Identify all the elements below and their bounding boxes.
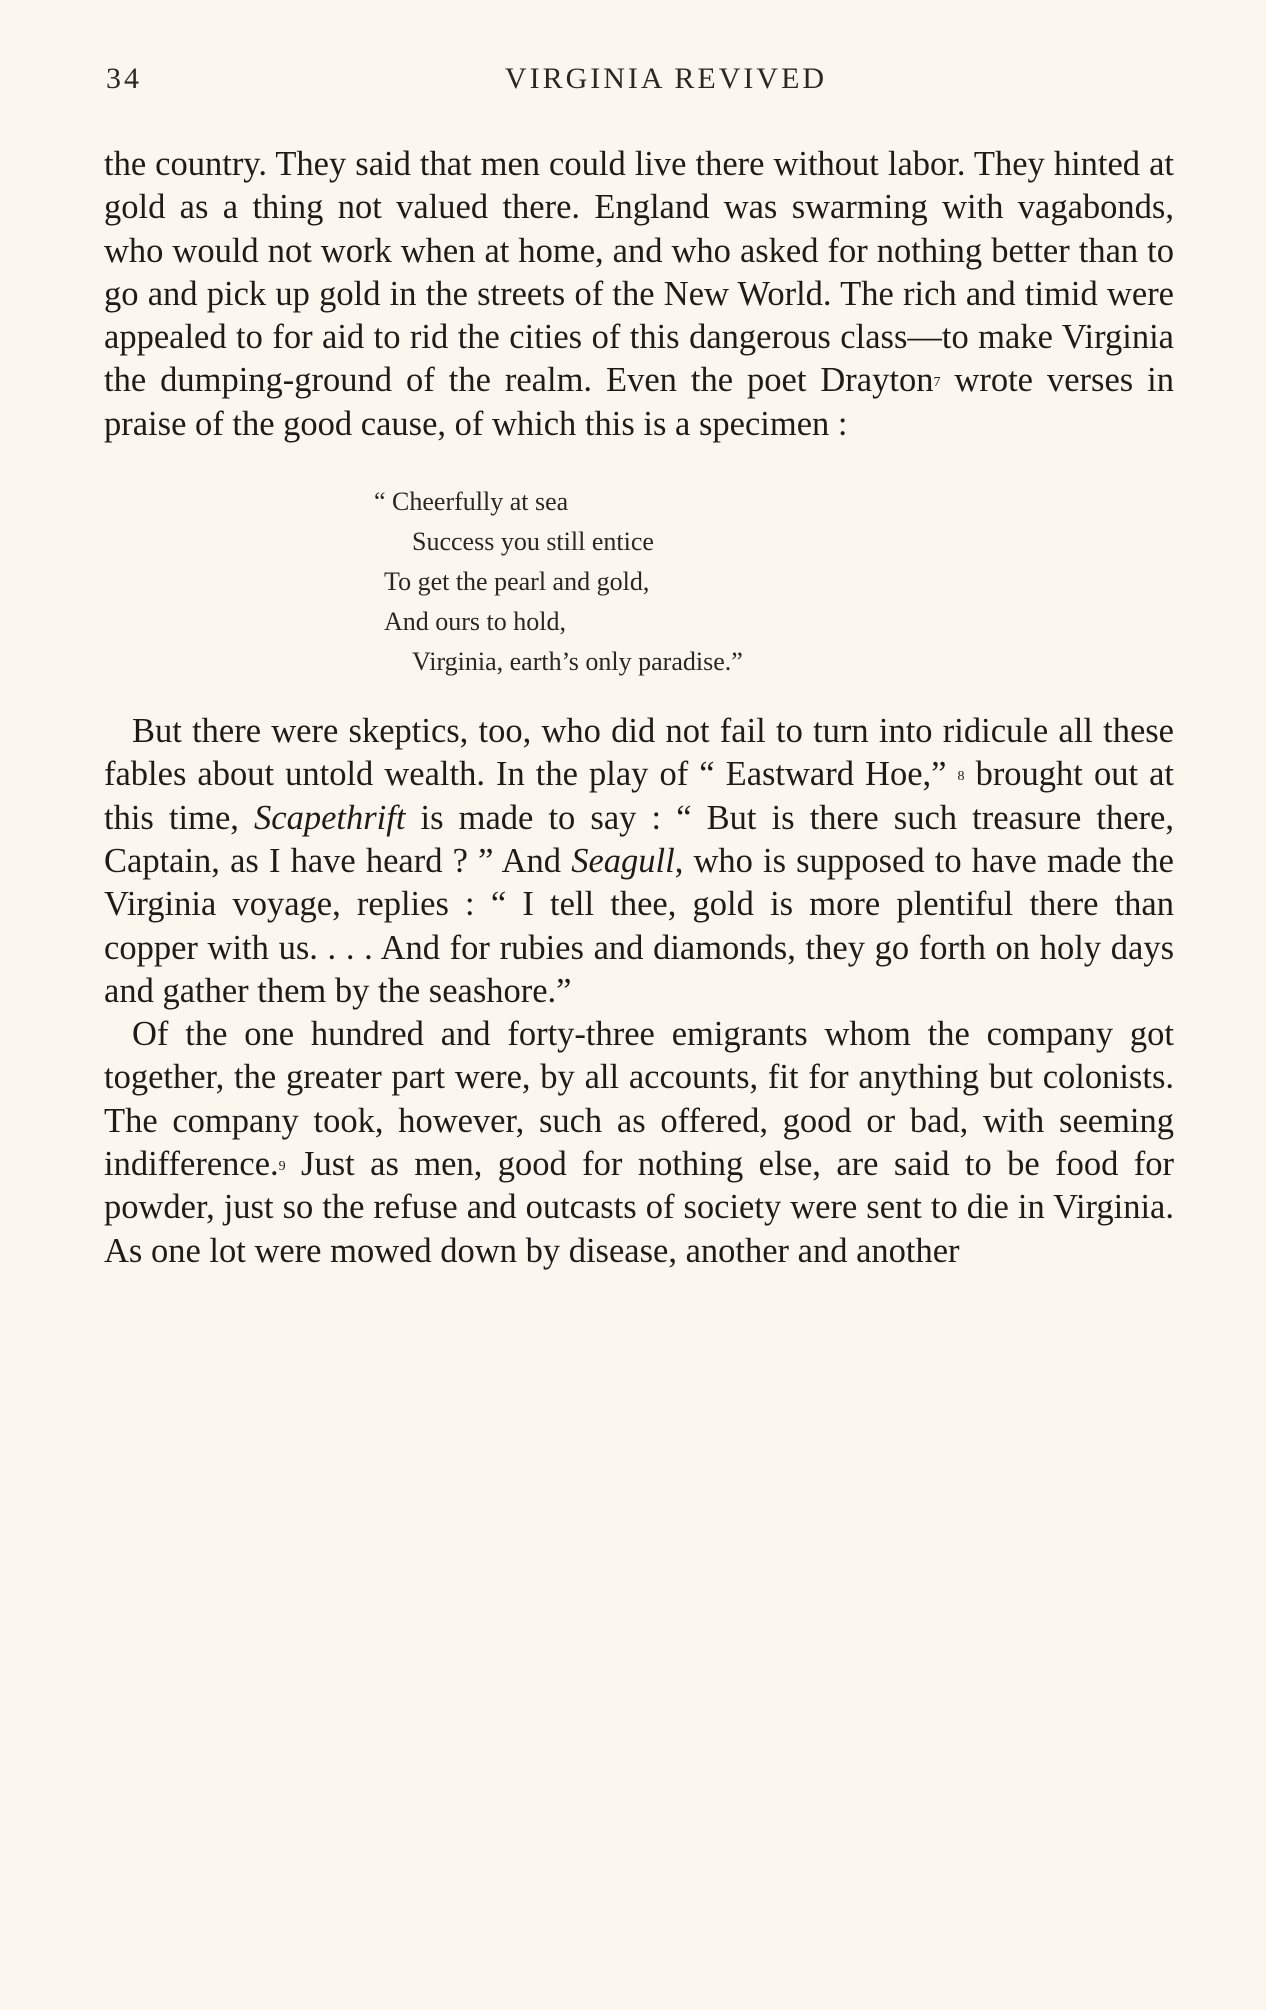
- verse-line: “ Cheerfully at sea: [374, 487, 569, 517]
- paragraph-2-text: brought out at this time,: [104, 755, 1174, 837]
- verse-line: And ours to hold,: [384, 607, 566, 637]
- paragraph-2: [104, 710, 1174, 1013]
- running-title: VIRGINIA REVIVED: [504, 62, 828, 95]
- paragraph-2-text: But there were skeptics, too, who did not fail to turn into ridicule all these fables about untold wealth. In the play of “ Eastward Hoe,”: [104, 712, 1174, 794]
- page-body: [104, 143, 1174, 1273]
- verse-line: Success you still entice: [412, 527, 654, 557]
- footnote-ref-8: 8: [957, 769, 965, 785]
- paragraph-3-text: Of the one hundred and forty-three emigrants whom the company got together, the greater part were, by all accounts, fit for anything but colonists. The company took, however, such as offered, good or bad, with seeming indifference.: [104, 1015, 1174, 1184]
- paragraph-1: [104, 143, 1174, 446]
- page-header: [106, 62, 1166, 102]
- character-name: Scapethrift: [254, 798, 406, 837]
- footnote-ref-9: 9: [278, 1159, 286, 1175]
- page-number: 34: [106, 62, 142, 95]
- verse-line: Virginia, earth’s only paradise.”: [412, 647, 743, 677]
- paragraph-3: [104, 1013, 1174, 1273]
- paragraph-2-text: , who is supposed to have made the Virginia voyage, replies : “ I tell thee, gold is more plentiful there than copper with us. . . . And for rubies and diamonds, they go forth on holy days and gather them by the seashore.”: [104, 841, 1174, 1010]
- verse-line: To get the pearl and gold,: [384, 567, 650, 597]
- verse-quotation: [374, 482, 1174, 682]
- paragraph-1-text: the country. They said that men could live there without labor. They hinted at gold as a thing not valued there. England was swarming with vagabonds, who would not work when at home, and who asked for nothing better than to go and pick up gold in the streets of the New World. The rich and timid were appealed to for aid to rid the cities of this dangerous class—to make Virginia the dumping-ground of the realm. Even the poet Drayton: [104, 145, 1174, 400]
- character-name: Seagull: [571, 841, 675, 880]
- footnote-ref-7: 7: [933, 375, 941, 391]
- paragraph-1-text-after: wrote verses in praise of the good cause, of which this is a specimen :: [104, 361, 1175, 443]
- paragraph-3-text: Just as men, good for nothing else, are said to be food for powder, just so the refuse and outcasts of society were sent to die in Virginia. As one lot were mowed down by disease, another and another: [104, 1145, 1174, 1270]
- paragraph-2-text: is made to say : “ But is there such treasure there, Captain, as I have heard ? ” And: [104, 798, 1174, 880]
